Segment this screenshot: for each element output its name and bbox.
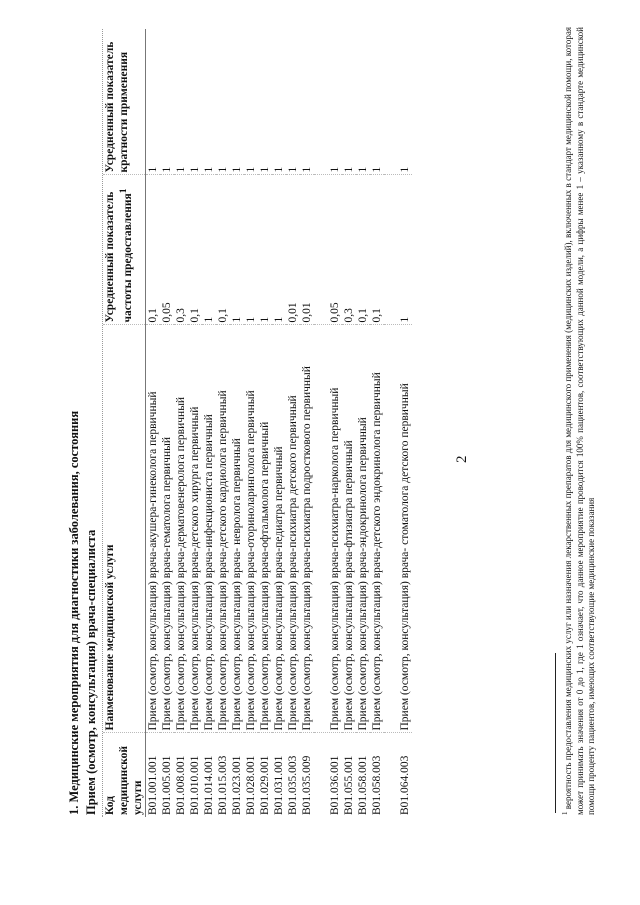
cell-name: Прием (осмотр, консультация) врача-офтальмолога первичный xyxy=(258,325,272,733)
table-body xyxy=(146,29,413,817)
cell-frequency: 0,1 xyxy=(370,175,384,325)
cell-multiplicity: 1 xyxy=(188,29,202,175)
cell-frequency: 0,1 xyxy=(188,175,202,325)
cell-frequency: 1 xyxy=(230,175,244,325)
footnote xyxy=(560,27,598,815)
cell-frequency: 1 xyxy=(272,175,286,325)
cell-name: Прием (осмотр, консультация) врача-эндокринолога первичный xyxy=(356,325,370,733)
cell-frequency: 1 xyxy=(258,175,272,325)
cell-code: B01.001.001 xyxy=(147,755,159,815)
cell-multiplicity: 1 xyxy=(384,29,412,175)
header-frequency xyxy=(103,175,146,325)
table-row xyxy=(230,29,244,817)
cell-multiplicity: 1 xyxy=(160,29,174,175)
table-row xyxy=(216,29,230,817)
header-name: Наименование медицинской услуги xyxy=(103,325,146,733)
table-row xyxy=(286,29,300,817)
table-row xyxy=(188,29,202,817)
cell-name: Прием (осмотр, консультация) врача-психиатра детского первичный xyxy=(286,325,300,733)
table-row xyxy=(314,29,342,817)
cell-code: B01.028.001 xyxy=(245,755,257,815)
cell-code: B01.015.003 xyxy=(217,755,229,815)
cell-multiplicity: 1 xyxy=(272,29,286,175)
footnote-rule xyxy=(555,653,556,813)
table-row xyxy=(160,29,174,817)
cell-name: Прием (осмотр, консультация) врача-психиатра подросткового первичный xyxy=(300,325,314,733)
cell-multiplicity: 1 xyxy=(356,29,370,175)
cell-code: B01.014.001 xyxy=(203,755,215,815)
table-row xyxy=(272,29,286,817)
section-subtitle: Прием (осмотр, консультация) врача-специалиста xyxy=(84,529,98,815)
cell-multiplicity: 1 xyxy=(314,29,342,175)
footnote-text: вероятность предоставления медицинских услуг или назначения лекарственных препаратов для медицинского применения (медицинских изделий), включенных в стандарт медицинской помощи, которая может принимать значения от 0 до 1, где 1 означает, что данное мероприятие проводится 100% пациентов, соответствующих данной модели, а цифры менее 1 – указанному в стандарте медицинской помощи проценту пациентов, имеющих соответствующие медицинские показания xyxy=(563,26,596,815)
cell-multiplicity: 1 xyxy=(174,29,188,175)
cell-multiplicity: 1 xyxy=(300,29,314,175)
cell-code: B01.035.003 xyxy=(287,755,299,815)
cell-code: B01.058.001 xyxy=(357,755,369,815)
cell-frequency: 0,05 xyxy=(314,175,342,325)
table-row xyxy=(244,29,258,817)
cell-name: Прием (осмотр, консультация) врача-оториноларинголога первичный xyxy=(244,325,258,733)
table-row xyxy=(174,29,188,817)
cell-multiplicity: 1 xyxy=(370,29,384,175)
cell-name: Прием (осмотр, консультация) врача-фтизиатра первичный xyxy=(342,325,356,733)
header-frequency-footnote-mark: 1 xyxy=(118,188,129,194)
services-table xyxy=(103,29,412,817)
cell-multiplicity: 1 xyxy=(244,29,258,175)
cell-name: Прием (осмотр, консультация) врача-акушера-гинеколога первичный xyxy=(146,325,161,733)
cell-frequency: 1 xyxy=(384,175,412,325)
table-row xyxy=(370,29,384,817)
cell-code: B01.055.001 xyxy=(343,755,355,815)
cell-frequency: 1 xyxy=(244,175,258,325)
cell-name: Прием (осмотр, консультация) врача-дерматовенеролога первичный xyxy=(174,325,188,733)
cell-name: Прием (осмотр, консультация) врача- невролога первичный xyxy=(230,325,244,733)
cell-multiplicity: 1 xyxy=(286,29,300,175)
cell-name: Прием (осмотр, консультация) врача-детского кардиолога первичный xyxy=(216,325,230,733)
cell-code: B01.010.001 xyxy=(189,755,201,815)
cell-code: B01.064.003 xyxy=(399,755,411,815)
cell-multiplicity: 1 xyxy=(146,29,161,175)
cell-code: B01.008.001 xyxy=(175,755,187,815)
table-row xyxy=(384,29,412,817)
cell-multiplicity: 1 xyxy=(342,29,356,175)
cell-code: B01.035.009 xyxy=(301,755,313,815)
cell-name: Прием (осмотр, консультация) врача-психиатра-нарколога первичный xyxy=(314,325,342,733)
cell-frequency: 0,01 xyxy=(286,175,300,325)
table-row xyxy=(300,29,314,817)
table-row xyxy=(342,29,356,817)
cell-frequency: 0,1 xyxy=(356,175,370,325)
page-number: 2 xyxy=(454,455,470,463)
cell-name: Прием (осмотр, консультация) врача-детского хирурга первичный xyxy=(188,325,202,733)
table-row xyxy=(146,29,161,817)
footnote-mark: 1 xyxy=(561,811,569,815)
table-row xyxy=(202,29,216,817)
header-frequency-text: Усредненный показатель частоты предоставления xyxy=(104,191,134,323)
table-row xyxy=(258,29,272,817)
cell-multiplicity: 1 xyxy=(216,29,230,175)
cell-frequency: 1 xyxy=(202,175,216,325)
cell-frequency: 0,1 xyxy=(216,175,230,325)
cell-frequency: 0,05 xyxy=(160,175,174,325)
cell-name: Прием (осмотр, консультация) врача-педиатра первичный xyxy=(272,325,286,733)
cell-frequency: 0,3 xyxy=(174,175,188,325)
cell-multiplicity: 1 xyxy=(202,29,216,175)
cell-code: B01.029.001 xyxy=(259,755,271,815)
table-row xyxy=(356,29,370,817)
cell-frequency: 0,1 xyxy=(146,175,161,325)
table-header-row xyxy=(103,29,146,817)
cell-frequency: 0,01 xyxy=(300,175,314,325)
cell-frequency: 0,3 xyxy=(342,175,356,325)
cell-code: B01.031.001 xyxy=(273,755,285,815)
header-code: Код медицинской услуги xyxy=(103,733,146,817)
cell-code: B01.005.001 xyxy=(161,755,173,815)
cell-name: Прием (осмотр, консультация) врача-инфекциониста первичный xyxy=(202,325,216,733)
cell-multiplicity: 1 xyxy=(230,29,244,175)
cell-code: B01.058.003 xyxy=(371,755,383,815)
cell-name: Прием (осмотр, консультация) врача- стоматолога детского первичный xyxy=(384,325,412,733)
cell-code: B01.023.001 xyxy=(231,755,243,815)
cell-code: B01.036.001 xyxy=(329,755,341,815)
cell-name: Прием (осмотр, консультация) врача-детского эндокринолога первичный xyxy=(370,325,384,733)
cell-multiplicity: 1 xyxy=(258,29,272,175)
cell-name: Прием (осмотр, консультация) врача-гематолога первичный xyxy=(160,325,174,733)
header-multiplicity: Усредненный показатель кратности применения xyxy=(103,29,146,175)
section-title: 1. Медицинские мероприятия для диагностики заболевания, состояния xyxy=(67,410,81,815)
